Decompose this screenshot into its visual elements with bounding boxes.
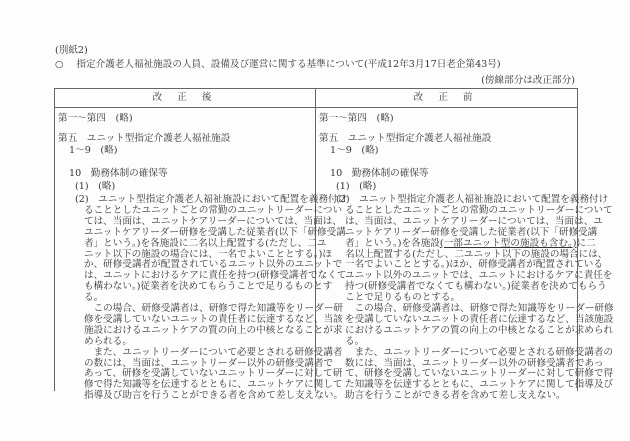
title-bullet: ○	[55, 59, 64, 70]
paragraph-line	[345, 390, 566, 401]
line-text: (2) ユニット型指定介護老人福祉施設において配置を義務付け	[75, 194, 348, 205]
paragraph-line	[345, 259, 603, 270]
paragraph-line	[345, 205, 613, 216]
line-text: る。	[84, 292, 104, 304]
paragraph-line	[84, 368, 342, 379]
items-1-9: 1～9 (略)	[69, 145, 118, 156]
line-text: の数には、当面は、ユニットリーダー以外の研修受講者で	[84, 357, 334, 369]
line-text: 修を受講していないユニットの責任者に伝達するなど、当該	[84, 313, 343, 325]
paragraph-line	[84, 227, 346, 238]
paragraph-line	[345, 347, 613, 358]
subitem-1: (1) (略)	[75, 181, 116, 192]
paragraph-line	[84, 325, 342, 336]
paragraph-line	[84, 238, 327, 249]
line-text: も構わない。)従業者を決めてもらうことで足りるものとす	[84, 281, 333, 293]
line-text: を受講していないユニットの責任者に伝達するなど、当該施設	[345, 313, 614, 325]
line-text: 者」という。)を各施設	[345, 237, 440, 249]
line-text: 名以上配置する(ただし、二ユニット以下の施設の場合には、	[345, 248, 608, 260]
paragraph-line	[84, 292, 103, 303]
paragraph-line	[345, 227, 597, 238]
line-text: ることとしたユニットごとの常勤のユニットリーダーについて	[345, 204, 613, 216]
paragraph-line	[345, 325, 613, 336]
section-1-4: 第一～第四 (略)	[58, 113, 133, 124]
paragraph-line	[345, 281, 607, 292]
line-text: 一名でよいこととする。)ほか、研修受講者が配置されている	[345, 259, 603, 271]
paragraph-line	[84, 390, 343, 401]
paragraph-line	[345, 314, 613, 325]
line-text: 施設におけるユニットケアの質の向上の中核となることが求	[84, 324, 343, 336]
revision-note: (傍線部分は改正部分)	[481, 75, 575, 86]
table-header-row	[55, 89, 577, 108]
paragraph-line	[345, 238, 596, 249]
line-text: あって、研修を受講していないユニットリーダーに対して研	[84, 368, 343, 380]
paragraph-line	[345, 216, 603, 227]
paragraph-line	[84, 205, 342, 216]
item-10-heading: 10 勤務体制の確保等	[69, 168, 168, 179]
line-text: ては、当面は、ユニットケアリーダーについては、当面は、	[84, 215, 342, 227]
line-text: は、当面は、ユニットケアリーダーについては、当面は、ユ	[345, 215, 603, 227]
header-before: 改 正 前	[413, 92, 479, 103]
item-10-heading: 10 勤務体制の確保等	[330, 168, 429, 179]
paragraph-line	[345, 368, 613, 379]
underlined-revision: (一部ユニット型の施設も含む。)	[439, 237, 577, 249]
paragraph-line	[75, 194, 347, 205]
line-text: におけるユニットケアの質の向上の中核となることが求められ	[345, 324, 614, 336]
line-text: ニット以下の施設の場合には、一名でよいこととする。)ほ	[84, 248, 332, 260]
line-text: この場合、研修受講者は、研修で得た知識等をリーダー研修	[345, 303, 614, 314]
subitem-1: (1) (略)	[336, 181, 377, 192]
paragraph-line	[345, 270, 612, 281]
line-text: ことで足りるものとする。	[345, 292, 461, 304]
paragraph-line	[84, 347, 342, 358]
section-5-heading: 第五 ユニット型指定介護老人福祉施設	[58, 133, 231, 144]
line-text: められる。	[84, 335, 132, 347]
line-text: ニットケアリーダー研修を受講した従業者(以下「研修受講	[345, 226, 598, 238]
paragraph-line	[345, 336, 364, 347]
line-text: て、研修を受講していないユニットリーダーに対して研修で得	[345, 368, 614, 380]
paragraph-line	[84, 259, 342, 270]
paragraph-line	[84, 358, 333, 369]
paragraph-line	[84, 249, 332, 260]
line-tail: に二	[576, 237, 596, 249]
line-text: は、ユニットにおけるケアに責任を持つ(研修受講者でなくて	[84, 270, 347, 282]
line-text: か、研修受講者が配置されているユニット以外のユニットで	[84, 259, 343, 271]
line-text: また、ユニットリーダーについて必要とされる研修受講者の	[345, 346, 614, 358]
line-text: また、ユニットリーダーについて必要とされる研修受講者	[84, 346, 343, 358]
line-text: ユニット以外のユニットでは、ユニットにおけるケアに責任を	[345, 270, 613, 282]
header-after: 改 正 後	[152, 92, 218, 103]
line-text: 修で得た知識等を伝達するとともに、ユニットケアに関して	[84, 379, 343, 391]
line-text: 持つ(研修受講者でなくても構わない。)従業者を決めてもらう	[345, 281, 607, 293]
paragraph-line	[84, 379, 342, 390]
annex-label: (別紙2)	[55, 45, 88, 56]
title-text: 指定介護老人福祉施設の人員、設備及び運営に関する基準について(平成12年3月17日老企第43号)	[76, 59, 501, 70]
paragraph-line	[345, 292, 460, 303]
paragraph-line	[84, 336, 132, 347]
paragraph-line	[84, 281, 332, 292]
line-text: この場合、研修受講者は、研修で得た知識等をリーダー研	[84, 303, 344, 314]
line-text: 数には、当面は、ユニットリーダー以外の研修受講者であっ	[345, 357, 604, 369]
line-text: る。	[345, 335, 365, 347]
paragraph-line	[345, 303, 614, 314]
paragraph-line	[84, 216, 342, 227]
document-title	[55, 59, 501, 70]
items-1-9: 1～9 (略)	[330, 145, 379, 156]
line-text: 指導及び助言を行うことができる者を含めて差し支えない。	[84, 390, 344, 402]
line-text: た知識等を伝達するとともに、ユニットケアに関して指導及び	[345, 379, 614, 391]
paragraph-line	[345, 379, 613, 390]
line-text: ユニットケアリーダー研修を受講した従業者(以下「研修受講	[84, 226, 346, 238]
section-5-heading: 第五 ユニット型指定介護老人福祉施設	[319, 133, 492, 144]
section-1-4: 第一～第四 (略)	[319, 113, 394, 124]
line-text: ることとしたユニットごとの常勤のユニットリーダーについ	[84, 204, 343, 216]
line-text: 助言を行うことができる者を含めて差し支えない。	[345, 390, 566, 402]
paragraph-line	[84, 303, 343, 314]
paragraph-line	[345, 249, 607, 260]
line-text: (2) ユニット型指定介護老人福祉施設において配置を義務付け	[336, 194, 609, 205]
paragraph-line	[84, 270, 346, 281]
comparison-table	[54, 88, 614, 402]
line-text: 者」という。)を各施設に二名以上配置する(ただし、二ユ	[84, 237, 327, 249]
paragraph-line	[84, 314, 343, 325]
paragraph-line	[336, 194, 608, 205]
paragraph-line	[345, 358, 604, 369]
